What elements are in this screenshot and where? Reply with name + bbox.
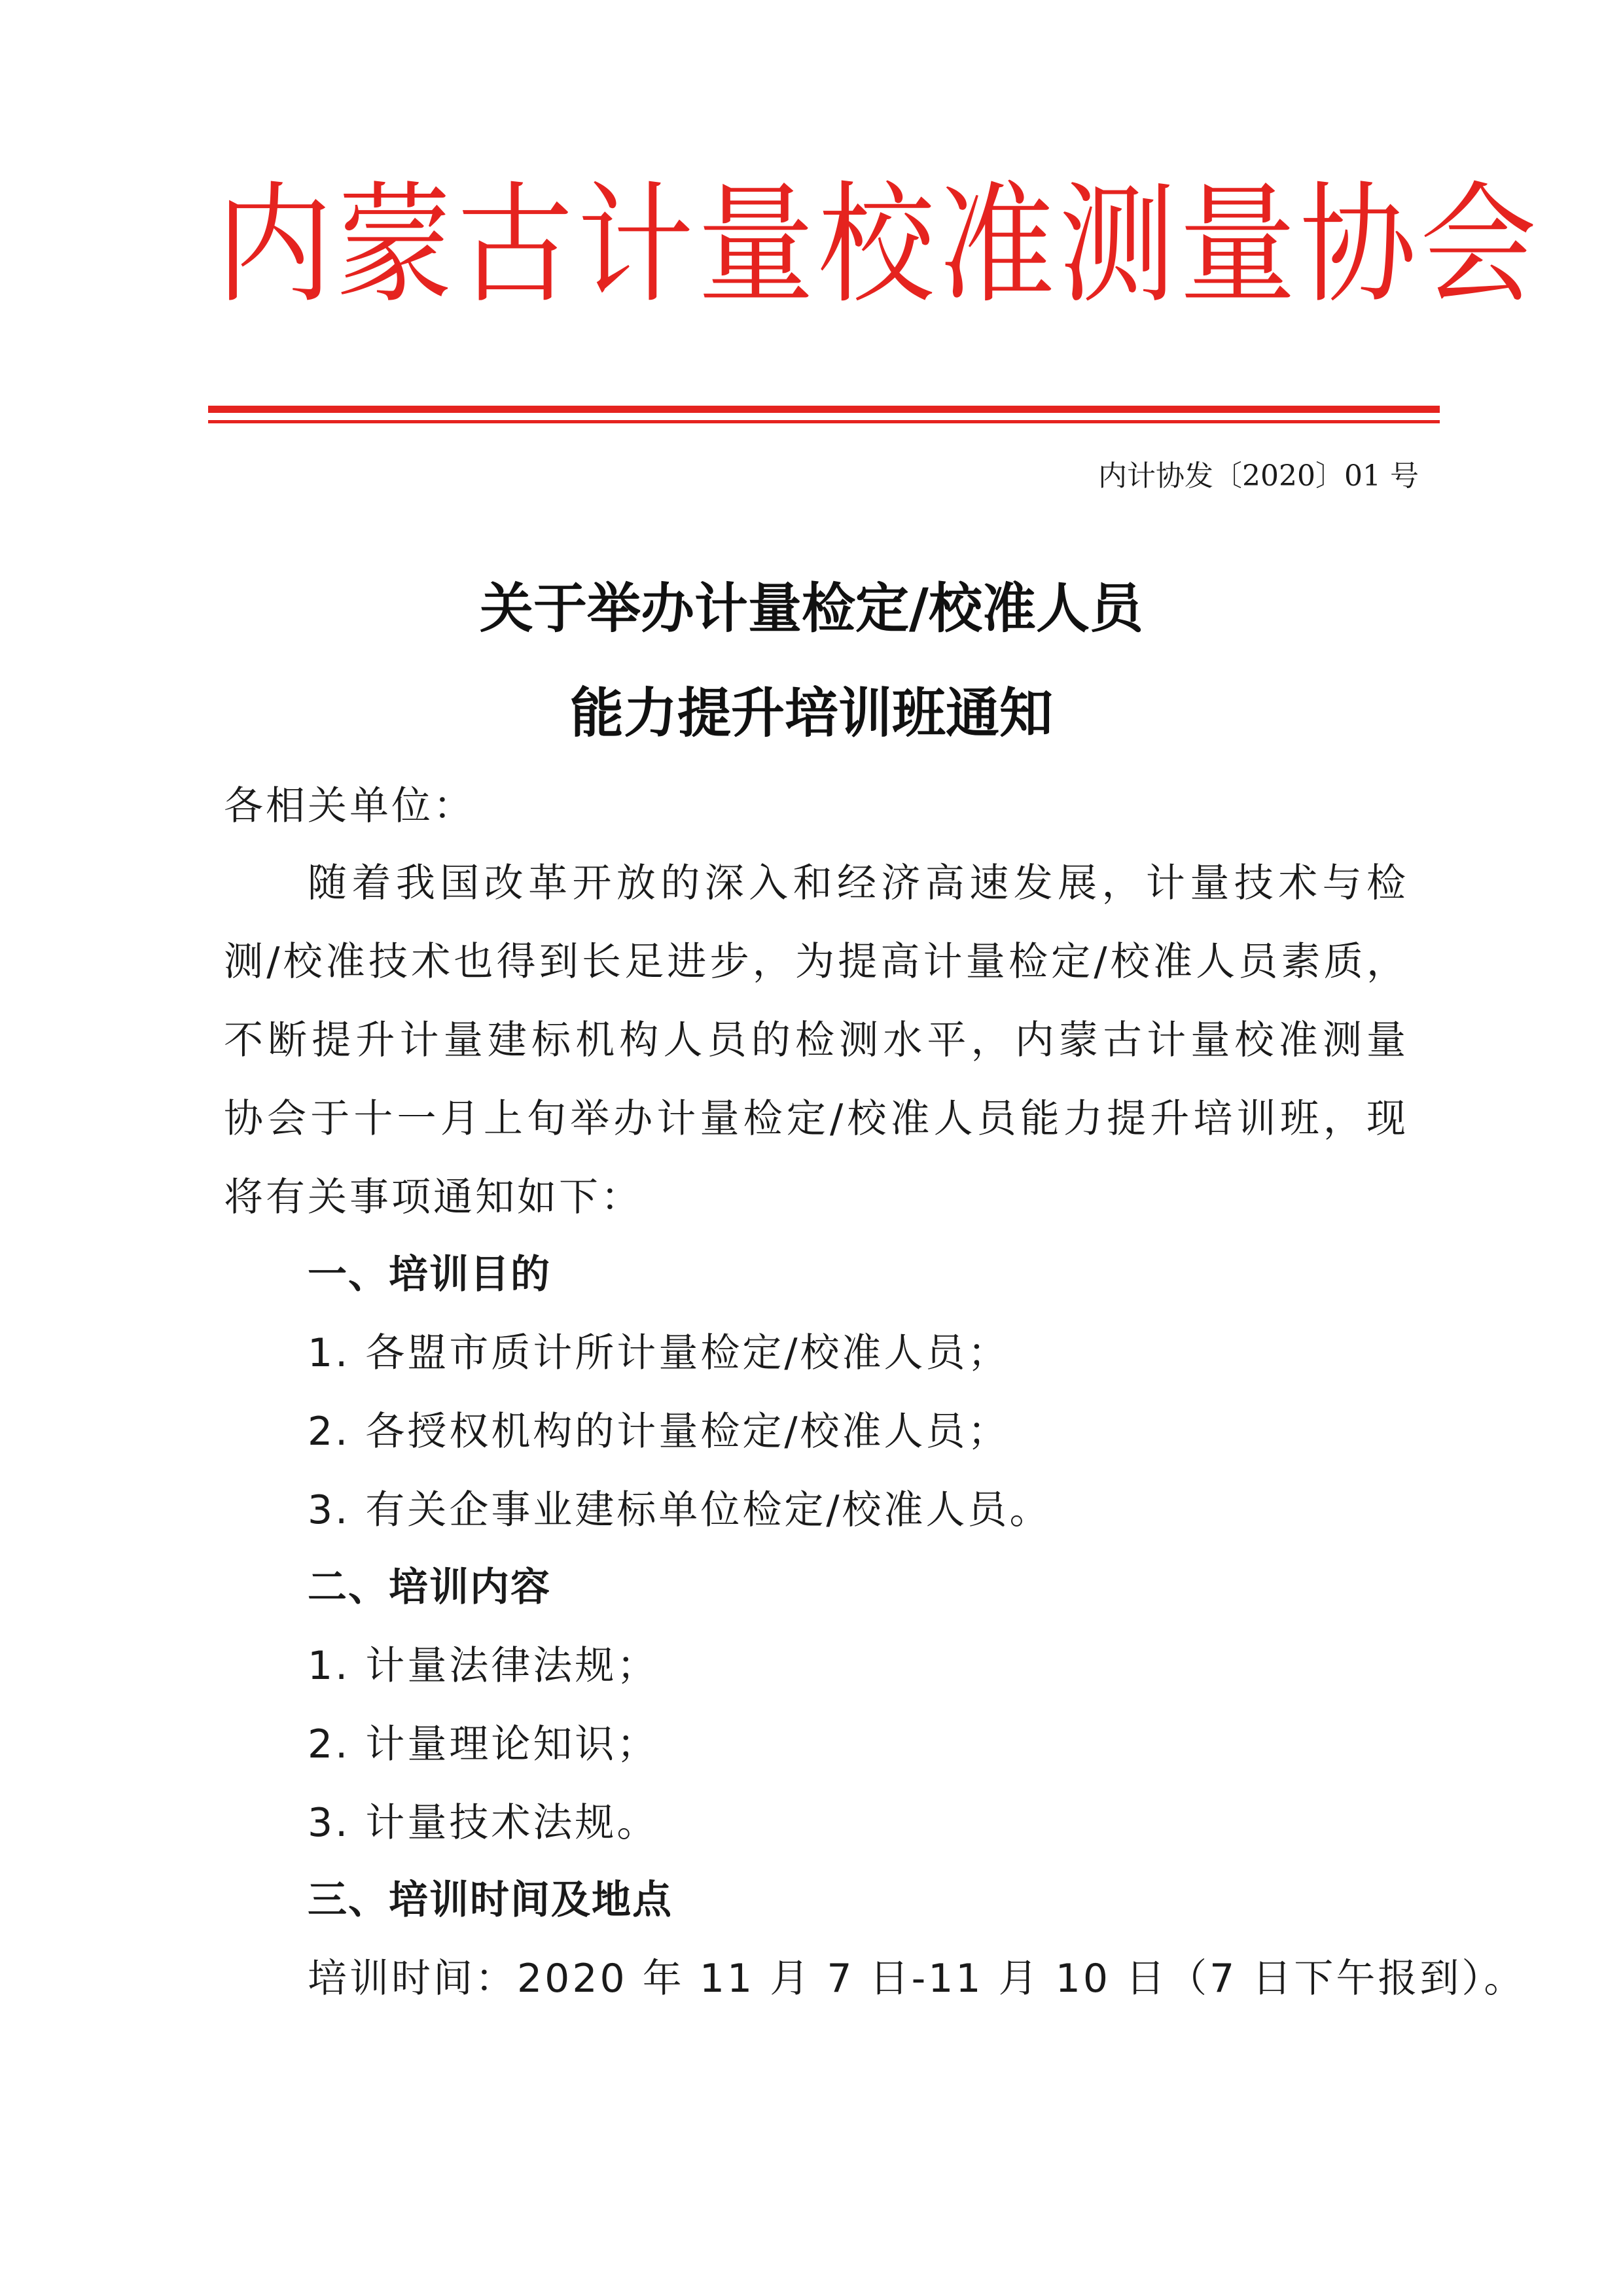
section-heading-training-purpose: 一、培训目的 [308, 1252, 551, 1298]
section-heading-training-time-location: 三、培训时间及地点 [308, 1877, 673, 1923]
list-item: 2. 计量理论知识； [308, 1722, 659, 1767]
document-title-line-2: 能力提升培训班通知 [569, 682, 1053, 745]
list-item: 3. 有关企事业建标单位检定/校准人员。 [308, 1487, 1052, 1533]
list-item: 3. 计量技术法规。 [308, 1800, 659, 1846]
document-title-line-1: 关于举办计量检定/校准人员 [480, 577, 1143, 640]
letterhead-red-rule-thick [208, 406, 1440, 413]
section-heading-training-content: 二、培训内容 [308, 1564, 551, 1610]
letterhead-red-rule-thin [208, 420, 1440, 423]
salutation: 各相关单位： [224, 783, 475, 829]
intro-paragraph-line: 协会于十一月上旬举办计量检定/校准人员能力提升培训班，现 [224, 1096, 1408, 1142]
training-time-line: 培训时间：2020 年 11 月 7 日-11 月 10 日（7 日下午报到）。 [308, 1956, 1526, 2002]
list-item: 1. 各盟市质计所计量检定/校准人员； [308, 1330, 1010, 1376]
list-item: 1. 计量法律法规； [308, 1643, 659, 1689]
document-number: 内计协发〔2020〕01 号 [1098, 459, 1419, 493]
intro-paragraph-line: 随着我国改革开放的深入和经济高速发展，计量技术与检 [308, 860, 1408, 906]
intro-paragraph-line: 不断提升计量建标机构人员的检测水平，内蒙古计量校准测量 [224, 1017, 1408, 1063]
intro-paragraph-line: 测/校准技术也得到长足进步，为提高计量检定/校准人员素质， [224, 939, 1408, 985]
list-item: 2. 各授权机构的计量检定/校准人员； [308, 1409, 1010, 1455]
letterhead-org-name: 内蒙古计量校准测量协会 [216, 169, 1541, 321]
intro-paragraph-line: 将有关事项通知如下： [224, 1174, 643, 1220]
